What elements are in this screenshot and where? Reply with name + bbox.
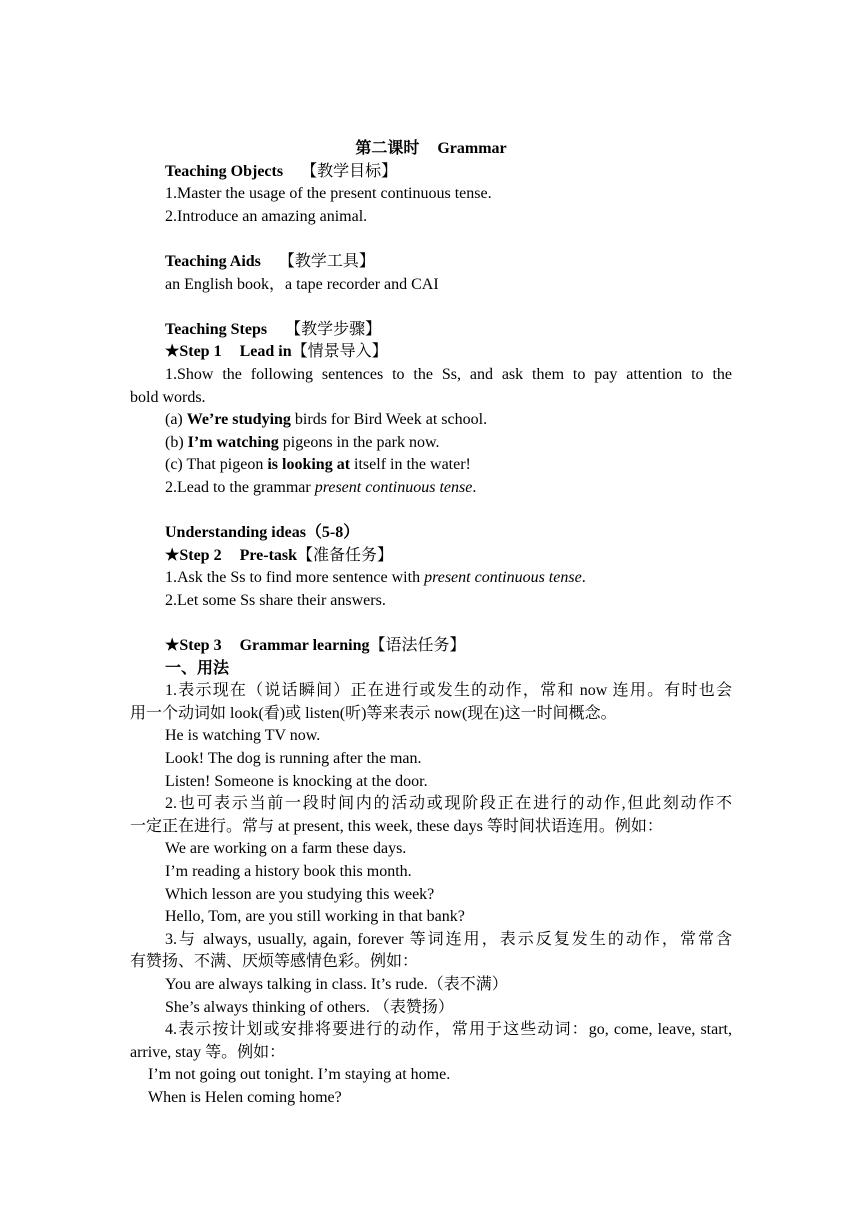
usage-1-line1: 1.表示现在（说话瞬间）正在进行或发生的动作，常和 now 连用。有时也会 — [165, 682, 732, 700]
usage-1-example-1: He is watching TV now. — [165, 727, 321, 745]
step2-label: ★Step 2 — [165, 546, 222, 564]
steps-heading — [130, 319, 732, 342]
step1-name: Lead in — [239, 343, 292, 361]
step1-example-b — [130, 432, 732, 455]
steps-heading-cn: 【教学步骤】 — [285, 320, 382, 338]
step1-example-c — [130, 454, 732, 477]
step2-item2: 2.Let some Ss share their answers. — [165, 591, 386, 609]
step3-heading — [130, 635, 732, 658]
objects-heading-en: Teaching Objects — [165, 162, 284, 180]
objects-item-1: 1.Master the usage of the present continuous tense. — [165, 185, 492, 203]
usage-2-example-4: Hello, Tom, are you still working in that bank? — [165, 908, 465, 926]
objects-item-2: 2.Introduce an amazing animal. — [165, 207, 368, 225]
step2-heading — [130, 545, 732, 568]
step2-name-cn: 【准备任务】 — [297, 546, 394, 564]
step1-heading — [130, 341, 732, 364]
step2-name: Pre-task — [239, 546, 298, 564]
objects-heading — [130, 161, 732, 184]
step1-item2 — [130, 477, 732, 500]
usage-2-example-2: I’m reading a history book this month. — [165, 863, 412, 880]
usage-4-line2: arrive, stay 等。例如： — [130, 1043, 286, 1061]
example-b-prefix: (b) — [165, 433, 188, 451]
aids-heading — [130, 251, 732, 274]
lesson-title-en: Grammar — [437, 140, 507, 157]
example-c-suffix: itself in the water! — [350, 456, 471, 474]
step2-item1-prefix: 1.Ask the Ss to find more sentence with — [165, 569, 425, 587]
objects-heading-cn: 【教学目标】 — [301, 162, 398, 180]
step3-label: ★Step 3 — [165, 637, 222, 655]
step3-name-cn: 【语法任务】 — [369, 637, 466, 655]
usage-4-line1: 4.表示按计划或安排将要进行的动作，常用于这些动词：go, come, leave, start, — [165, 1021, 732, 1039]
example-a-suffix: birds for Bird Week at school. — [290, 411, 488, 429]
usage-4-example-2: When is Helen coming home? — [148, 1088, 342, 1106]
step1-item1-line1: 1.Show the following sentences to the Ss, and ask them to pay attention to the — [165, 365, 732, 383]
aids-heading-en: Teaching Aids — [165, 252, 261, 270]
step2-item1 — [130, 567, 732, 590]
example-b-suffix: pigeons in the park now. — [278, 433, 440, 451]
usage-3-example-1: You are always talking in class. It’s rude.（表不满） — [165, 975, 508, 993]
step1-item2-suffix: . — [472, 478, 477, 496]
step1-label: ★Step 1 — [165, 343, 222, 361]
step1-item1-line2: bold words. — [130, 388, 206, 406]
usage-2-line1: 2.也可表示当前一段时间内的活动或现阶段正在进行的动作,但此刻动作不 — [165, 795, 732, 813]
example-b-bold: I’m watching — [187, 433, 279, 451]
example-a-bold: We’re studying — [186, 411, 291, 429]
usage-1-line2: 用一个动词如 look(看)或 listen(听)等来表示 now(现在)这一时间概念。 — [130, 704, 617, 722]
usage-3-example-2: She’s always thinking of others. （表赞扬） — [165, 998, 454, 1016]
usage-2-example-3: Which lesson are you studying this week? — [165, 885, 435, 903]
lesson-title — [130, 138, 732, 161]
step1-example-a — [130, 409, 732, 432]
usage-3-line2: 有赞扬、不满、厌烦等感情色彩。例如： — [130, 953, 419, 971]
step2-item1-suffix: . — [581, 569, 586, 587]
usage-1-example-2: Look! The dog is running after the man. — [165, 750, 422, 768]
step2-item1-italic: present continuous tense — [424, 569, 582, 587]
lesson-title-cn: 第二课时 — [355, 140, 420, 157]
aids-text: an English book，a tape recorder and CAI — [165, 275, 439, 293]
step1-item2-prefix: 2.Lead to the grammar — [165, 478, 315, 496]
example-c-prefix: (c) That pigeon — [165, 456, 268, 474]
usage-4-example-1: I’m not going out tonight. I’m staying at home. — [148, 1066, 451, 1084]
document-page — [130, 138, 732, 1110]
step1-item2-italic: present continuous tense — [314, 478, 473, 496]
step1-name-cn: 【情景导入】 — [291, 343, 388, 361]
example-a-prefix: (a) — [165, 411, 187, 429]
usage-section-heading: 一、用法 — [165, 659, 230, 677]
usage-1-example-3: Listen! Someone is knocking at the door. — [165, 772, 428, 790]
understanding-heading: Understanding ideas（5-8） — [165, 524, 360, 542]
steps-heading-en: Teaching Steps — [165, 320, 268, 338]
aids-heading-cn: 【教学工具】 — [278, 252, 375, 270]
step3-name: Grammar learning — [239, 637, 370, 655]
usage-2-example-1: We are working on a farm these days. — [165, 840, 407, 858]
usage-3-line1: 3.与 always, usually, again, forever 等词连用，表示反复发生的动作，常常含 — [165, 930, 732, 948]
usage-2-line2: 一定正在进行。常与 at present, this week, these days 等时间状语连用。例如： — [130, 817, 663, 835]
example-c-bold: is looking at — [267, 456, 351, 474]
